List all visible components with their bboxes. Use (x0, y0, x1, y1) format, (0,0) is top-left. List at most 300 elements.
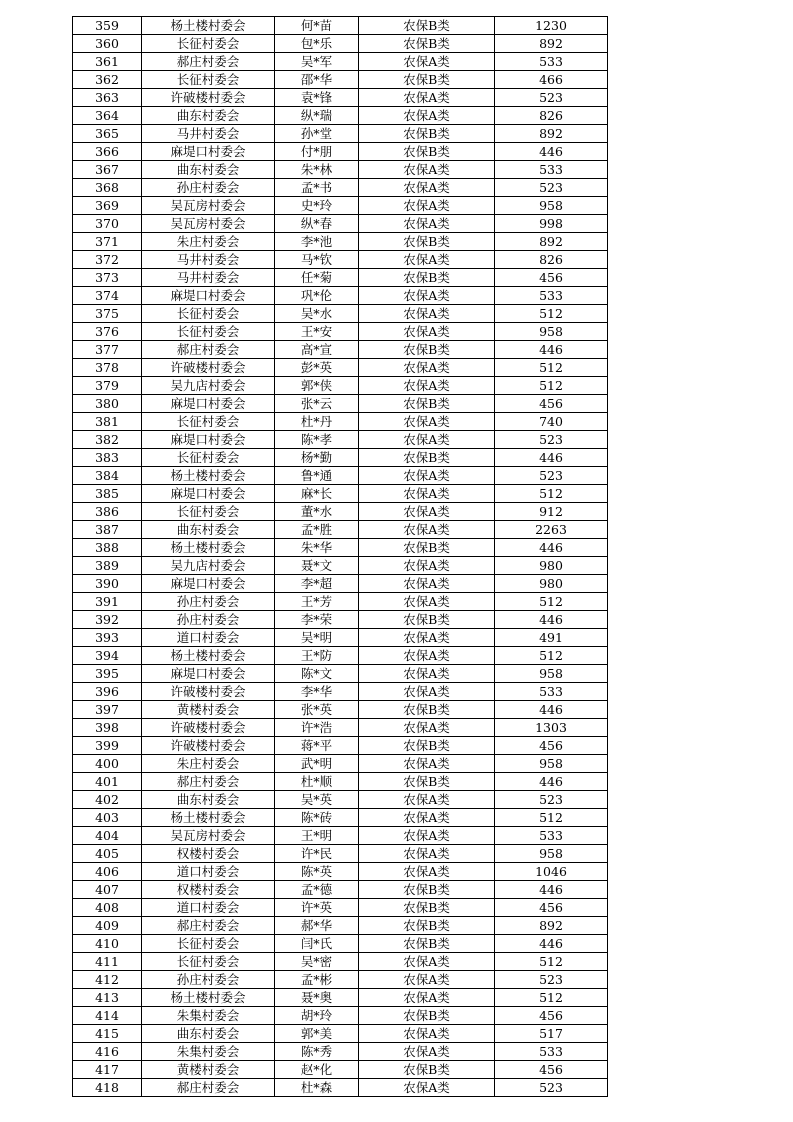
person-name-cell: 张*英 (275, 701, 359, 719)
row-number-cell: 414 (73, 1007, 142, 1025)
amount-cell: 523 (495, 791, 608, 809)
insurance-category-cell: 农保A类 (359, 863, 495, 881)
amount-cell: 456 (495, 1061, 608, 1079)
table-row (73, 737, 608, 755)
village-committee-cell: 吴瓦房村委会 (142, 215, 275, 233)
table-row (73, 881, 608, 899)
row-number-cell: 405 (73, 845, 142, 863)
person-name-cell: 孟*彬 (275, 971, 359, 989)
village-committee-cell: 郝庄村委会 (142, 917, 275, 935)
amount-cell: 958 (495, 323, 608, 341)
amount-cell: 740 (495, 413, 608, 431)
person-name-cell: 李*超 (275, 575, 359, 593)
village-committee-cell: 许破楼村委会 (142, 683, 275, 701)
village-committee-cell: 长征村委会 (142, 935, 275, 953)
table-row (73, 305, 608, 323)
village-committee-cell: 权楼村委会 (142, 845, 275, 863)
insurance-category-cell: 农保A类 (359, 251, 495, 269)
table-row (73, 143, 608, 161)
village-committee-cell: 吴九店村委会 (142, 377, 275, 395)
village-committee-cell: 许破楼村委会 (142, 737, 275, 755)
village-committee-cell: 曲东村委会 (142, 107, 275, 125)
table-row (73, 359, 608, 377)
table-row (73, 503, 608, 521)
row-number-cell: 409 (73, 917, 142, 935)
person-name-cell: 袁*锋 (275, 89, 359, 107)
village-committee-cell: 吴瓦房村委会 (142, 197, 275, 215)
village-committee-cell: 杨土楼村委会 (142, 647, 275, 665)
row-number-cell: 369 (73, 197, 142, 215)
row-number-cell: 401 (73, 773, 142, 791)
person-name-cell: 邵*华 (275, 71, 359, 89)
village-committee-cell: 孙庄村委会 (142, 593, 275, 611)
table-row (73, 845, 608, 863)
insurance-category-cell: 农保A类 (359, 521, 495, 539)
table-row (73, 125, 608, 143)
amount-cell: 2263 (495, 521, 608, 539)
insurance-category-cell: 农保A类 (359, 503, 495, 521)
person-name-cell: 王*防 (275, 647, 359, 665)
amount-cell: 523 (495, 179, 608, 197)
table-row (73, 71, 608, 89)
insurance-category-cell: 农保B类 (359, 395, 495, 413)
person-name-cell: 麻*长 (275, 485, 359, 503)
person-name-cell: 陈*秀 (275, 1043, 359, 1061)
person-name-cell: 纵*瑞 (275, 107, 359, 125)
insurance-category-cell: 农保A类 (359, 215, 495, 233)
person-name-cell: 鲁*通 (275, 467, 359, 485)
village-committee-cell: 孙庄村委会 (142, 179, 275, 197)
amount-cell: 512 (495, 485, 608, 503)
insurance-category-cell: 农保A类 (359, 683, 495, 701)
village-committee-cell: 杨土楼村委会 (142, 17, 275, 35)
amount-cell: 533 (495, 161, 608, 179)
insurance-category-cell: 农保B类 (359, 917, 495, 935)
insurance-category-cell: 农保A类 (359, 107, 495, 125)
row-number-cell: 377 (73, 341, 142, 359)
amount-cell: 523 (495, 1079, 608, 1097)
row-number-cell: 367 (73, 161, 142, 179)
village-committee-cell: 长征村委会 (142, 449, 275, 467)
table-row (73, 1007, 608, 1025)
amount-cell: 980 (495, 575, 608, 593)
row-number-cell: 399 (73, 737, 142, 755)
village-committee-cell: 郝庄村委会 (142, 53, 275, 71)
village-committee-cell: 马井村委会 (142, 269, 275, 287)
person-name-cell: 吴*英 (275, 791, 359, 809)
table-row (73, 179, 608, 197)
table-row (73, 467, 608, 485)
insurance-category-cell: 农保B类 (359, 35, 495, 53)
row-number-cell: 412 (73, 971, 142, 989)
amount-cell: 512 (495, 953, 608, 971)
village-committee-cell: 马井村委会 (142, 251, 275, 269)
row-number-cell: 365 (73, 125, 142, 143)
person-name-cell: 李*池 (275, 233, 359, 251)
village-committee-cell: 杨土楼村委会 (142, 989, 275, 1007)
amount-cell: 892 (495, 125, 608, 143)
row-number-cell: 417 (73, 1061, 142, 1079)
amount-cell: 912 (495, 503, 608, 521)
row-number-cell: 378 (73, 359, 142, 377)
village-committee-cell: 麻堤口村委会 (142, 143, 275, 161)
row-number-cell: 363 (73, 89, 142, 107)
amount-cell: 517 (495, 1025, 608, 1043)
amount-cell: 446 (495, 539, 608, 557)
amount-cell: 892 (495, 35, 608, 53)
row-number-cell: 390 (73, 575, 142, 593)
table-row (73, 89, 608, 107)
village-committee-cell: 杨土楼村委会 (142, 809, 275, 827)
village-committee-cell: 权楼村委会 (142, 881, 275, 899)
person-name-cell: 陈*英 (275, 863, 359, 881)
table-row (73, 521, 608, 539)
amount-cell: 1046 (495, 863, 608, 881)
row-number-cell: 366 (73, 143, 142, 161)
table-row (73, 719, 608, 737)
row-number-cell: 406 (73, 863, 142, 881)
amount-cell: 533 (495, 683, 608, 701)
amount-cell: 512 (495, 305, 608, 323)
amount-cell: 446 (495, 935, 608, 953)
insurance-category-cell: 农保A类 (359, 809, 495, 827)
amount-cell: 998 (495, 215, 608, 233)
person-name-cell: 董*水 (275, 503, 359, 521)
row-number-cell: 375 (73, 305, 142, 323)
table-row (73, 215, 608, 233)
row-number-cell: 376 (73, 323, 142, 341)
village-committee-cell: 长征村委会 (142, 953, 275, 971)
person-name-cell: 闫*氏 (275, 935, 359, 953)
person-name-cell: 孟*书 (275, 179, 359, 197)
amount-cell: 512 (495, 809, 608, 827)
insurance-category-cell: 农保A类 (359, 791, 495, 809)
table-row (73, 413, 608, 431)
village-committee-cell: 麻堤口村委会 (142, 287, 275, 305)
row-number-cell: 379 (73, 377, 142, 395)
table-row (73, 1043, 608, 1061)
insurance-category-cell: 农保B类 (359, 125, 495, 143)
table-row (73, 161, 608, 179)
table-row (73, 1061, 608, 1079)
village-committee-cell: 长征村委会 (142, 323, 275, 341)
insurance-category-cell: 农保A类 (359, 89, 495, 107)
row-number-cell: 415 (73, 1025, 142, 1043)
row-number-cell: 380 (73, 395, 142, 413)
amount-cell: 533 (495, 53, 608, 71)
insurance-category-cell: 农保A类 (359, 1079, 495, 1097)
person-name-cell: 高*宣 (275, 341, 359, 359)
table-row (73, 323, 608, 341)
table-row (73, 701, 608, 719)
amount-cell: 491 (495, 629, 608, 647)
amount-cell: 523 (495, 971, 608, 989)
insurance-category-cell: 农保B类 (359, 233, 495, 251)
row-number-cell: 383 (73, 449, 142, 467)
insurance-category-cell: 农保B类 (359, 449, 495, 467)
insurance-category-cell: 农保B类 (359, 881, 495, 899)
village-committee-cell: 郝庄村委会 (142, 1079, 275, 1097)
row-number-cell: 394 (73, 647, 142, 665)
insurance-category-cell: 农保B类 (359, 539, 495, 557)
person-name-cell: 王*明 (275, 827, 359, 845)
row-number-cell: 397 (73, 701, 142, 719)
table-row (73, 773, 608, 791)
village-committee-cell: 孙庄村委会 (142, 971, 275, 989)
village-committee-cell: 长征村委会 (142, 305, 275, 323)
table-row (73, 377, 608, 395)
table-row (73, 827, 608, 845)
village-committee-cell: 吴瓦房村委会 (142, 827, 275, 845)
amount-cell: 523 (495, 467, 608, 485)
insurance-category-cell: 农保A类 (359, 593, 495, 611)
table-row (73, 917, 608, 935)
row-number-cell: 364 (73, 107, 142, 125)
village-committee-cell: 长征村委会 (142, 71, 275, 89)
village-committee-cell: 麻堤口村委会 (142, 665, 275, 683)
table-row (73, 575, 608, 593)
insurance-category-cell: 农保A类 (359, 971, 495, 989)
village-committee-cell: 朱庄村委会 (142, 755, 275, 773)
row-number-cell: 360 (73, 35, 142, 53)
amount-cell: 446 (495, 143, 608, 161)
insurance-category-cell: 农保B类 (359, 611, 495, 629)
amount-cell: 512 (495, 647, 608, 665)
person-name-cell: 蒋*平 (275, 737, 359, 755)
insurance-category-cell: 农保B类 (359, 341, 495, 359)
table-row (73, 791, 608, 809)
person-name-cell: 王*安 (275, 323, 359, 341)
person-name-cell: 纵*春 (275, 215, 359, 233)
person-name-cell: 任*菊 (275, 269, 359, 287)
table-body (73, 17, 608, 1097)
table-row (73, 251, 608, 269)
person-name-cell: 彭*英 (275, 359, 359, 377)
row-number-cell: 416 (73, 1043, 142, 1061)
row-number-cell: 387 (73, 521, 142, 539)
village-committee-cell: 吴九店村委会 (142, 557, 275, 575)
table-row (73, 1079, 608, 1097)
person-name-cell: 郝*华 (275, 917, 359, 935)
person-name-cell: 陈*孝 (275, 431, 359, 449)
table-row (73, 899, 608, 917)
table-row (73, 683, 608, 701)
person-name-cell: 付*朋 (275, 143, 359, 161)
table-row (73, 53, 608, 71)
table-row (73, 449, 608, 467)
village-committee-cell: 黄楼村委会 (142, 1061, 275, 1079)
village-committee-cell: 许破楼村委会 (142, 359, 275, 377)
person-name-cell: 陈*文 (275, 665, 359, 683)
insurance-category-cell: 农保A类 (359, 467, 495, 485)
person-name-cell: 胡*玲 (275, 1007, 359, 1025)
row-number-cell: 371 (73, 233, 142, 251)
table-row (73, 107, 608, 125)
person-name-cell: 李*荣 (275, 611, 359, 629)
insurance-category-cell: 农保A类 (359, 431, 495, 449)
row-number-cell: 386 (73, 503, 142, 521)
village-committee-cell: 朱庄村委会 (142, 233, 275, 251)
insurance-category-cell: 农保A类 (359, 179, 495, 197)
village-committee-cell: 麻堤口村委会 (142, 485, 275, 503)
person-name-cell: 聂*奥 (275, 989, 359, 1007)
insurance-category-cell: 农保A类 (359, 485, 495, 503)
amount-cell: 958 (495, 197, 608, 215)
amount-cell: 826 (495, 251, 608, 269)
person-name-cell: 史*玲 (275, 197, 359, 215)
person-name-cell: 赵*化 (275, 1061, 359, 1079)
table-row (73, 971, 608, 989)
person-name-cell: 张*云 (275, 395, 359, 413)
insurance-category-cell: 农保B类 (359, 269, 495, 287)
person-name-cell: 何*苗 (275, 17, 359, 35)
insurance-category-cell: 农保A类 (359, 719, 495, 737)
village-committee-cell: 郝庄村委会 (142, 341, 275, 359)
amount-cell: 958 (495, 755, 608, 773)
insurance-category-cell: 农保A类 (359, 647, 495, 665)
person-name-cell: 杨*勤 (275, 449, 359, 467)
table-row (73, 809, 608, 827)
amount-cell: 958 (495, 845, 608, 863)
insurance-category-cell: 农保A类 (359, 827, 495, 845)
amount-cell: 456 (495, 269, 608, 287)
row-number-cell: 403 (73, 809, 142, 827)
row-number-cell: 396 (73, 683, 142, 701)
insurance-category-cell: 农保A类 (359, 377, 495, 395)
person-name-cell: 杜*丹 (275, 413, 359, 431)
village-committee-cell: 许破楼村委会 (142, 89, 275, 107)
person-name-cell: 许*浩 (275, 719, 359, 737)
row-number-cell: 410 (73, 935, 142, 953)
person-name-cell: 杜*森 (275, 1079, 359, 1097)
row-number-cell: 374 (73, 287, 142, 305)
table-row (73, 341, 608, 359)
table-row (73, 755, 608, 773)
table-row (73, 989, 608, 1007)
amount-cell: 446 (495, 449, 608, 467)
village-committee-cell: 麻堤口村委会 (142, 431, 275, 449)
amount-cell: 523 (495, 431, 608, 449)
amount-cell: 446 (495, 881, 608, 899)
insurance-category-cell: 农保B类 (359, 773, 495, 791)
village-committee-cell: 杨土楼村委会 (142, 467, 275, 485)
row-number-cell: 400 (73, 755, 142, 773)
insurance-category-cell: 农保B类 (359, 143, 495, 161)
insurance-category-cell: 农保A类 (359, 629, 495, 647)
person-name-cell: 吴*密 (275, 953, 359, 971)
row-number-cell: 370 (73, 215, 142, 233)
insurance-category-cell: 农保B类 (359, 71, 495, 89)
insurance-category-cell: 农保A类 (359, 1025, 495, 1043)
amount-cell: 1230 (495, 17, 608, 35)
person-name-cell: 朱*华 (275, 539, 359, 557)
row-number-cell: 391 (73, 593, 142, 611)
person-name-cell: 王*芳 (275, 593, 359, 611)
table-row (73, 1025, 608, 1043)
person-name-cell: 聂*文 (275, 557, 359, 575)
insurance-category-cell: 农保A类 (359, 557, 495, 575)
person-name-cell: 包*乐 (275, 35, 359, 53)
village-committee-cell: 曲东村委会 (142, 521, 275, 539)
village-committee-cell: 郝庄村委会 (142, 773, 275, 791)
insurance-category-cell: 农保A类 (359, 989, 495, 1007)
row-number-cell: 359 (73, 17, 142, 35)
table-row (73, 269, 608, 287)
village-committee-cell: 长征村委会 (142, 503, 275, 521)
insurance-category-cell: 农保A类 (359, 53, 495, 71)
table-row (73, 953, 608, 971)
amount-cell: 1303 (495, 719, 608, 737)
village-committee-cell: 道口村委会 (142, 899, 275, 917)
table-row (73, 647, 608, 665)
amount-cell: 533 (495, 827, 608, 845)
row-number-cell: 408 (73, 899, 142, 917)
row-number-cell: 404 (73, 827, 142, 845)
insurance-category-cell: 农保A类 (359, 953, 495, 971)
amount-cell: 512 (495, 593, 608, 611)
table-row (73, 935, 608, 953)
person-name-cell: 孙*堂 (275, 125, 359, 143)
insurance-category-cell: 农保A类 (359, 197, 495, 215)
insurance-category-cell: 农保A类 (359, 359, 495, 377)
amount-cell: 456 (495, 395, 608, 413)
insurance-category-cell: 农保A类 (359, 305, 495, 323)
row-number-cell: 389 (73, 557, 142, 575)
village-committee-cell: 许破楼村委会 (142, 719, 275, 737)
row-number-cell: 388 (73, 539, 142, 557)
amount-cell: 980 (495, 557, 608, 575)
row-number-cell: 362 (73, 71, 142, 89)
insurance-category-cell: 农保A类 (359, 755, 495, 773)
row-number-cell: 384 (73, 467, 142, 485)
person-name-cell: 武*明 (275, 755, 359, 773)
row-number-cell: 382 (73, 431, 142, 449)
village-committee-cell: 孙庄村委会 (142, 611, 275, 629)
row-number-cell: 385 (73, 485, 142, 503)
table-row (73, 557, 608, 575)
person-name-cell: 吴*明 (275, 629, 359, 647)
row-number-cell: 361 (73, 53, 142, 71)
amount-cell: 958 (495, 665, 608, 683)
row-number-cell: 372 (73, 251, 142, 269)
person-name-cell: 朱*林 (275, 161, 359, 179)
amount-cell: 523 (495, 89, 608, 107)
row-number-cell: 395 (73, 665, 142, 683)
row-number-cell: 381 (73, 413, 142, 431)
village-committee-cell: 曲东村委会 (142, 791, 275, 809)
insurance-category-cell: 农保B类 (359, 17, 495, 35)
person-name-cell: 郭*侠 (275, 377, 359, 395)
insurance-category-cell: 农保A类 (359, 287, 495, 305)
subsidy-table (72, 16, 608, 1097)
insurance-category-cell: 农保B类 (359, 899, 495, 917)
amount-cell: 456 (495, 899, 608, 917)
row-number-cell: 393 (73, 629, 142, 647)
amount-cell: 466 (495, 71, 608, 89)
village-committee-cell: 麻堤口村委会 (142, 575, 275, 593)
person-name-cell: 巩*伦 (275, 287, 359, 305)
amount-cell: 512 (495, 377, 608, 395)
table-row (73, 431, 608, 449)
amount-cell: 446 (495, 773, 608, 791)
person-name-cell: 孟*胜 (275, 521, 359, 539)
table-row (73, 197, 608, 215)
village-committee-cell: 道口村委会 (142, 629, 275, 647)
row-number-cell: 402 (73, 791, 142, 809)
amount-cell: 446 (495, 611, 608, 629)
amount-cell: 892 (495, 233, 608, 251)
village-committee-cell: 朱集村委会 (142, 1007, 275, 1025)
